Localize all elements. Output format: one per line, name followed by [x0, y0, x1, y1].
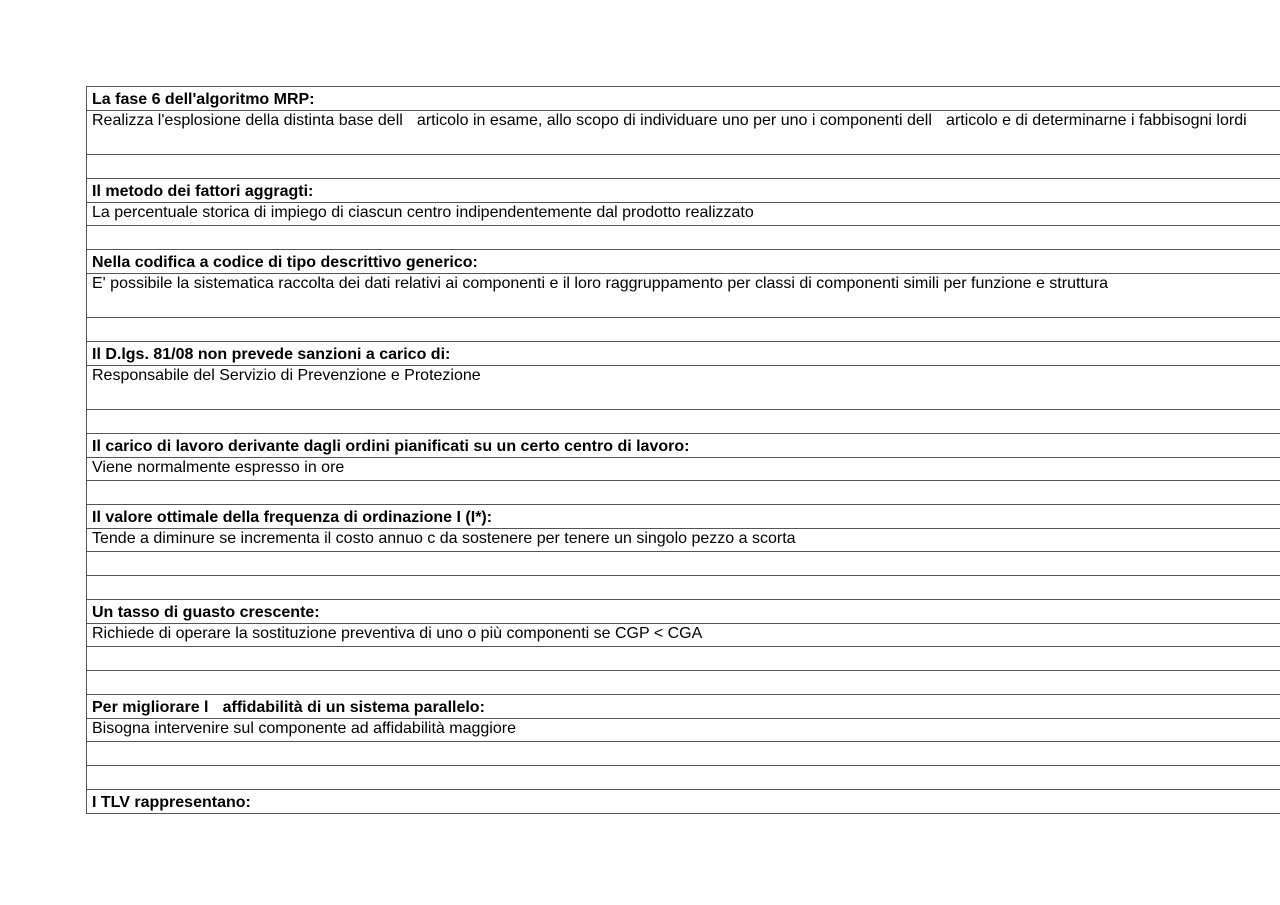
question-row: Il carico di lavoro derivante dagli ordini pianificati su un certo centro di lavoro: — [87, 434, 1280, 458]
empty-row — [87, 481, 1280, 505]
question-row: Il valore ottimale della frequenza di ordinazione I (I*): — [87, 505, 1280, 529]
answer-row: La percentuale storica di impiego di ciascun centro indipendentemente dal prodotto realizzato — [87, 203, 1280, 226]
answer-row: Tende a diminure se incrementa il costo annuo c da sostenere per tenere un singolo pezzo a scorta — [87, 529, 1280, 552]
answer-row: Realizza l'esplosione della distinta base dell articolo in esame, allo scopo di individuare uno per uno i componenti dell articolo e di determinarne i fabbisogni lordi — [87, 111, 1280, 155]
empty-row — [87, 410, 1280, 434]
empty-row — [87, 766, 1280, 790]
question-row: Per migliorare l affidabilità di un sistema parallelo: — [87, 695, 1280, 719]
empty-row — [87, 647, 1280, 671]
question-row: Un tasso di guasto crescente: — [87, 600, 1280, 624]
empty-row — [87, 576, 1280, 600]
empty-row — [87, 318, 1280, 342]
empty-row — [87, 671, 1280, 695]
question-row: I TLV rappresentano: — [87, 790, 1280, 814]
answer-row: E' possibile la sistematica raccolta dei dati relativi ai componenti e il loro raggruppamento per classi di componenti simili per funzione e struttura — [87, 274, 1280, 318]
empty-row — [87, 552, 1280, 576]
answer-row: Richiede di operare la sostituzione preventiva di uno o più componenti se CGP < CGA — [87, 624, 1280, 647]
question-row: Il metodo dei fattori aggragti: — [87, 179, 1280, 203]
empty-row — [87, 742, 1280, 766]
question-sheet — [86, 86, 1280, 814]
question-row: Il D.lgs. 81/08 non prevede sanzioni a carico di: — [87, 342, 1280, 366]
question-row: Nella codifica a codice di tipo descrittivo generico: — [87, 250, 1280, 274]
question-row: La fase 6 dell'algoritmo MRP: — [87, 87, 1280, 111]
empty-row — [87, 155, 1280, 179]
answer-row: Bisogna intervenire sul componente ad affidabilità maggiore — [87, 719, 1280, 742]
answer-row: Viene normalmente espresso in ore — [87, 458, 1280, 481]
answer-row: Responsabile del Servizio di Prevenzione e Protezione — [87, 366, 1280, 410]
empty-row — [87, 226, 1280, 250]
